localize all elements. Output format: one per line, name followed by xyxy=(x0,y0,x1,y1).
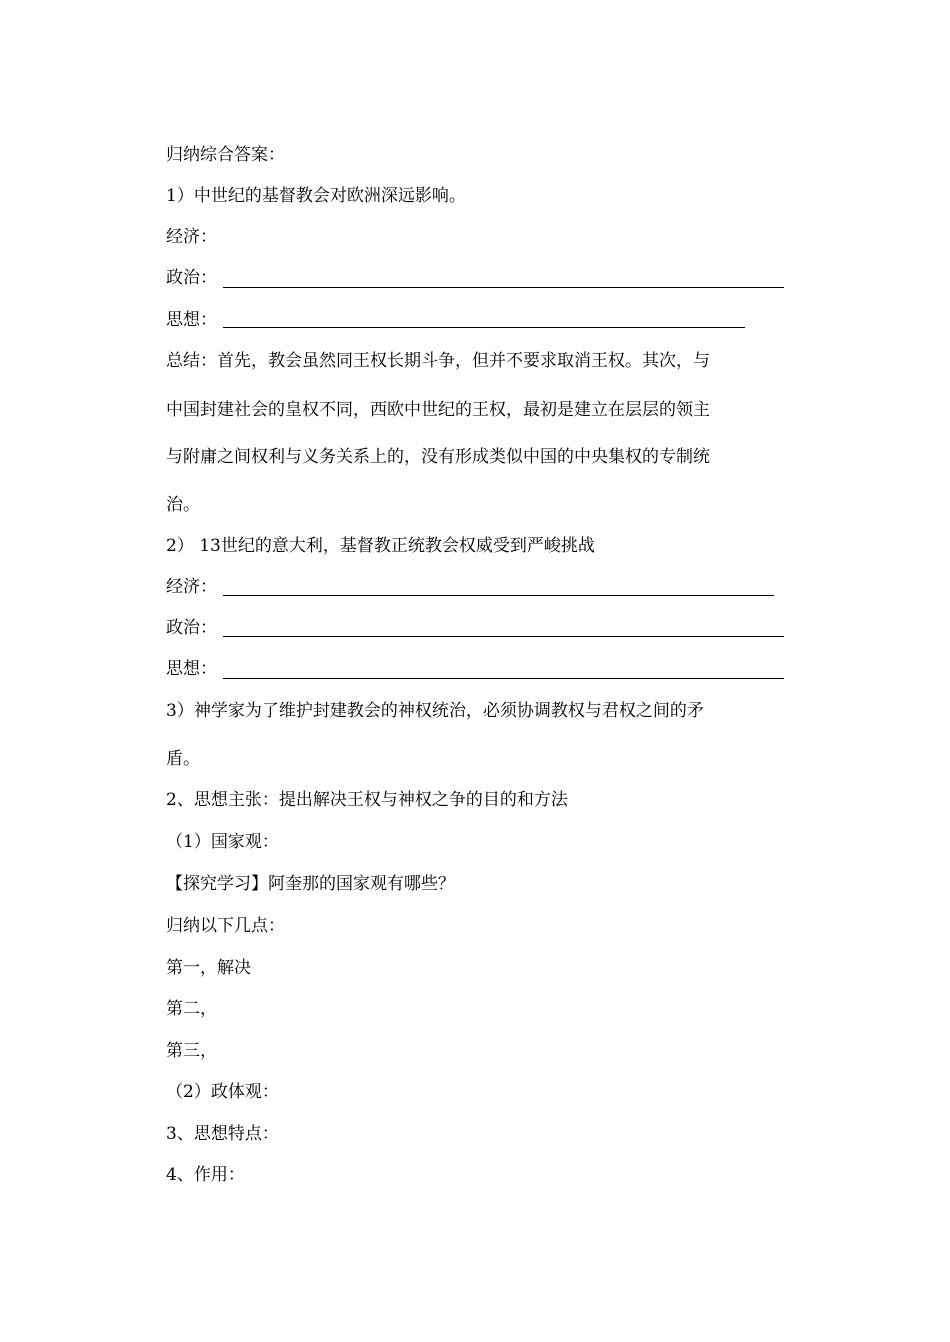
summary-points: 归纳以下几点： xyxy=(166,916,285,936)
summary-line-3: 与附庸之间权利与义务关系上的，没有形成类似中国的中央集权的专制统 xyxy=(166,447,710,467)
heading: 归纳综合答案： xyxy=(166,145,285,165)
summary-line-2: 中国封建社会的皇权不同，西欧中世纪的王权，最初是建立在层层的领主 xyxy=(166,400,710,420)
section2-politics-blank xyxy=(223,636,784,637)
section2-thought-blank xyxy=(223,678,784,679)
section1-title: 1）中世纪的基督教会对欧洲深远影响。 xyxy=(166,186,466,206)
section1-thought-label: 思想： xyxy=(166,310,217,330)
section1-thought-blank xyxy=(223,327,745,328)
section3-line-2: 盾。 xyxy=(166,749,200,769)
section1-politics-label: 政治： xyxy=(166,268,217,288)
point-first: 第一，解决 xyxy=(166,958,251,978)
section1-economy-label: 经济： xyxy=(166,227,217,247)
section2-economy-blank xyxy=(223,595,774,596)
features-heading: 3、思想特点： xyxy=(166,1124,279,1144)
summary-line-4: 治。 xyxy=(166,495,200,515)
section2-politics-label: 政治： xyxy=(166,618,217,638)
state-view: （1）国家观： xyxy=(166,832,279,852)
polity-view: （2）政体观： xyxy=(166,1082,279,1102)
section2-economy-label: 经济： xyxy=(166,577,217,597)
section3-line-1: 3）神学家为了维护封建教会的神权统治，必须协调教权与君权之间的矛 xyxy=(166,701,704,721)
section1-politics-blank xyxy=(223,287,784,288)
point-second: 第二， xyxy=(166,999,217,1019)
role-heading: 4、作用： xyxy=(166,1165,245,1185)
inquiry-prompt: 【探究学习】阿奎那的国家观有哪些？ xyxy=(166,874,455,894)
point-third: 第三， xyxy=(166,1041,217,1061)
section2-thought-label: 思想： xyxy=(166,659,217,679)
section2-title: 2） 13世纪的意大利，基督教正统教会权威受到严峻挑战 xyxy=(166,536,595,556)
claims-title: 2、思想主张：提出解决王权与神权之争的目的和方法 xyxy=(166,790,568,810)
summary-line-1: 总结：首先，教会虽然同王权长期斗争，但并不要求取消王权。其次，与 xyxy=(166,351,710,371)
